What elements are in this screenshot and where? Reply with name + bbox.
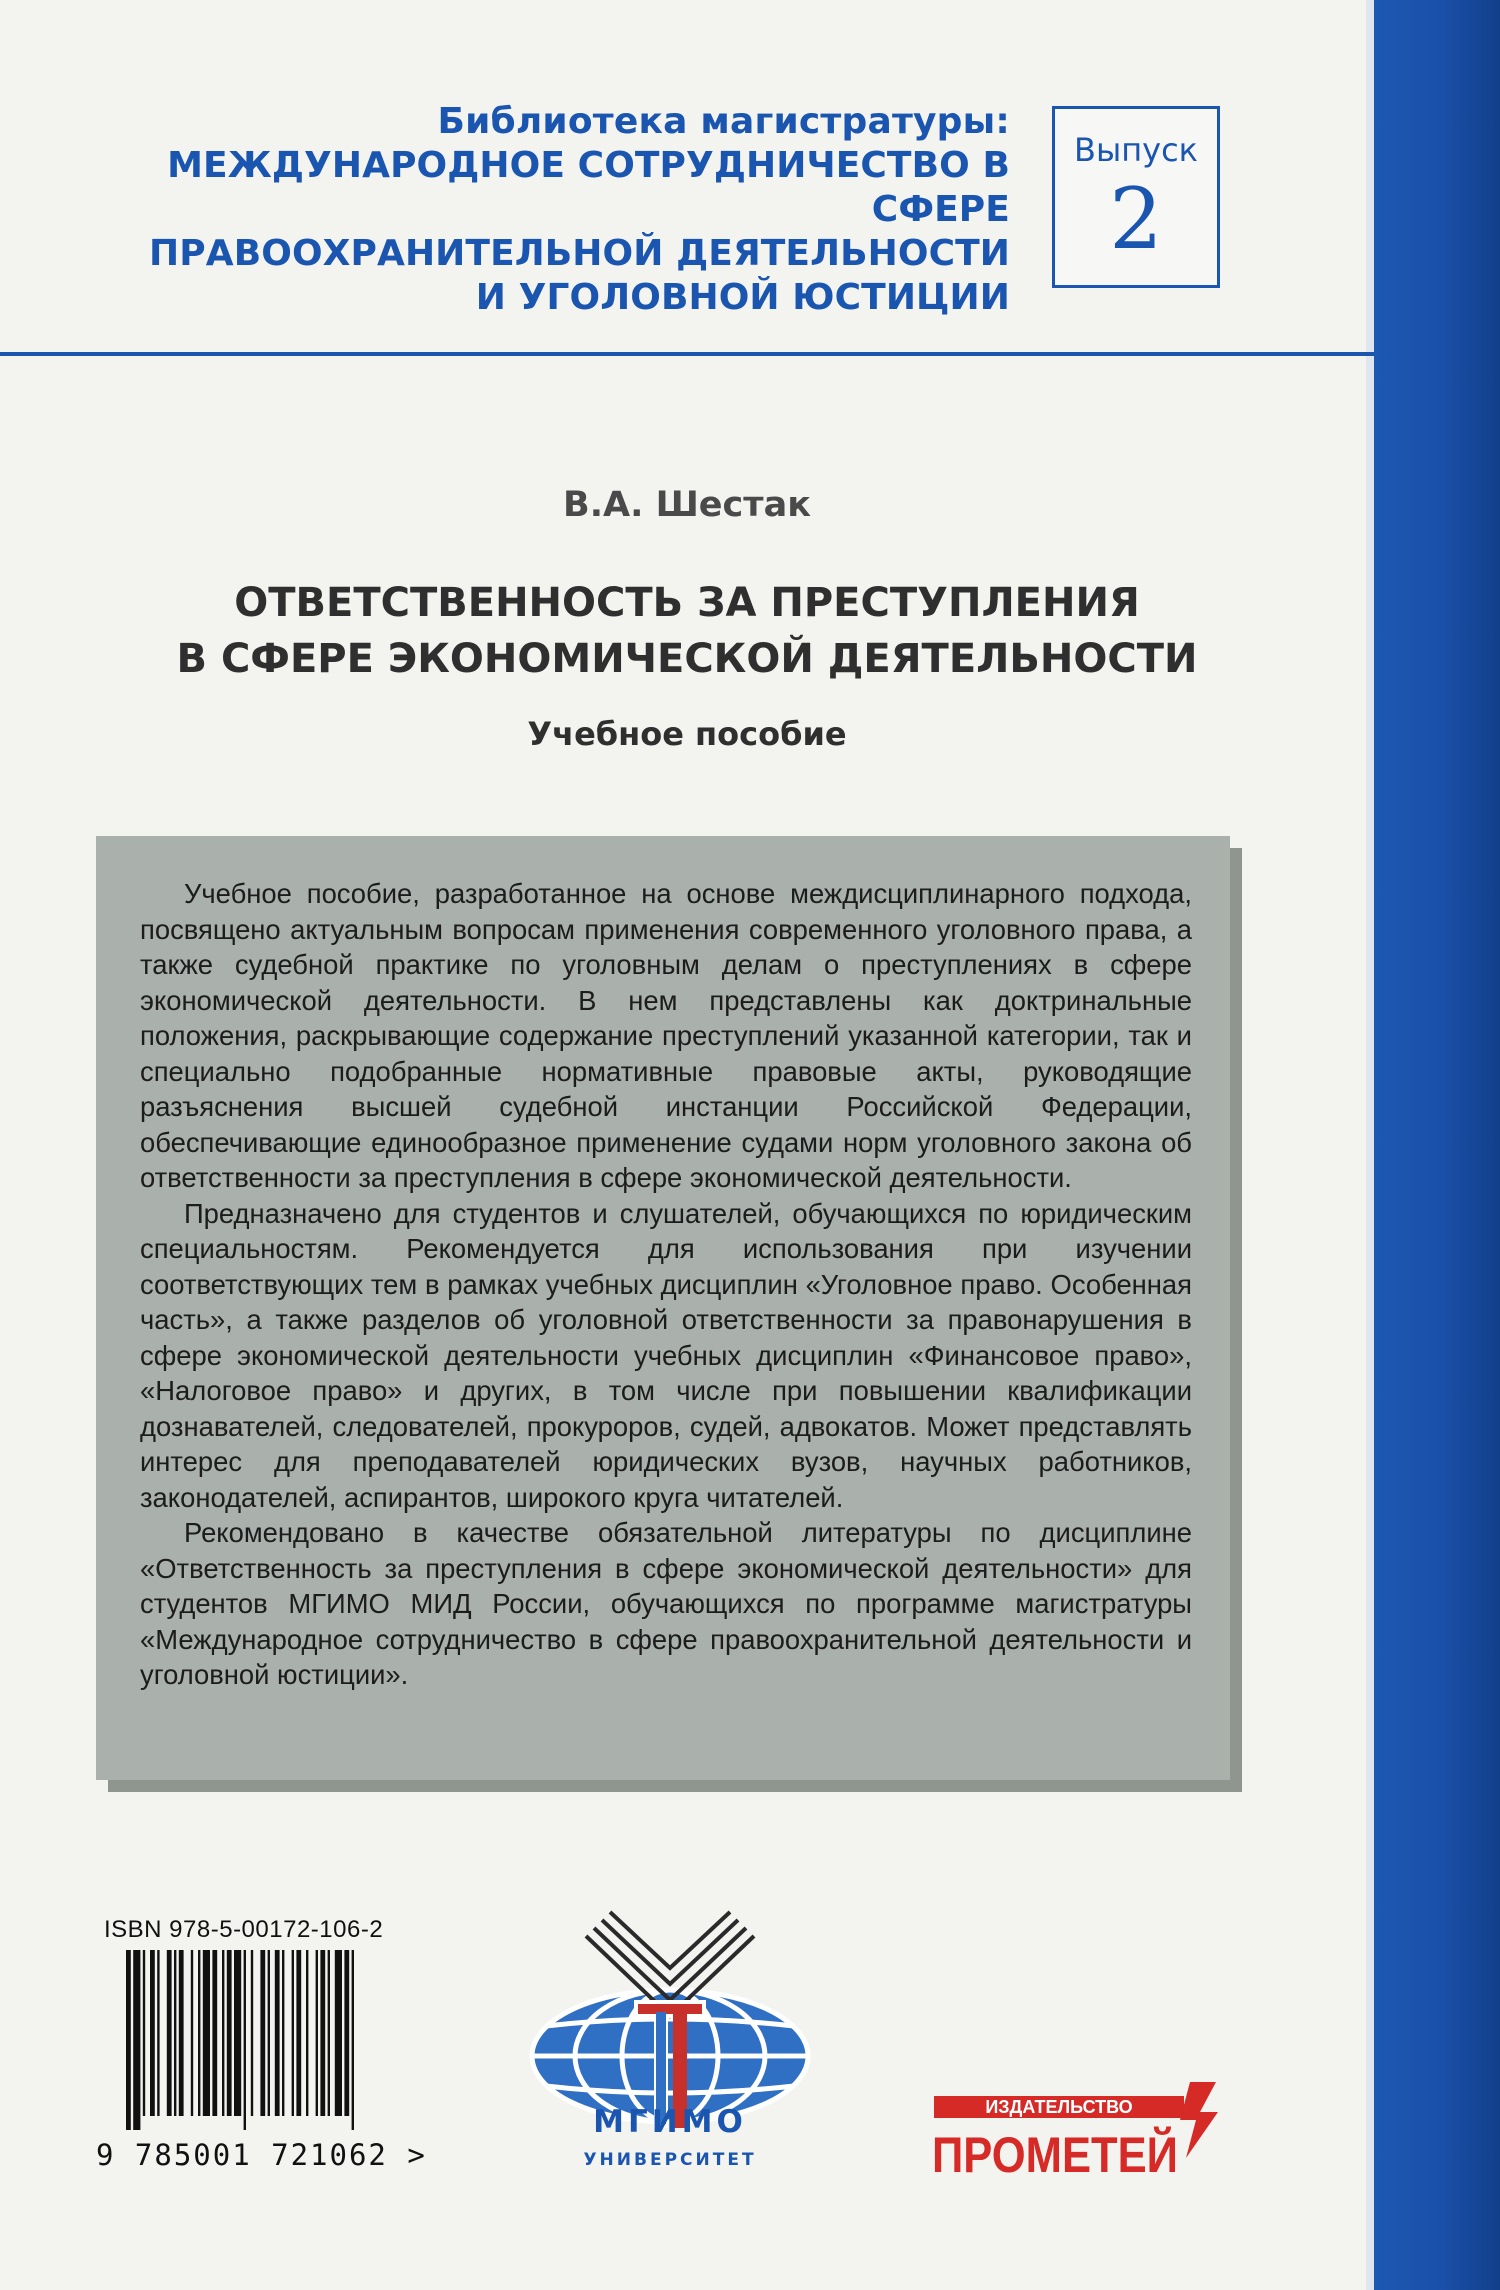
barcode-bar	[126, 1950, 131, 2130]
barcode-bar	[292, 1950, 294, 2116]
series-title-line-1: МЕЖДУНАРОДНОЕ СОТРУДНИЧЕСТВО В СФЕРЕ	[167, 145, 1010, 230]
publisher-name-text: ПРОМЕТЕЙ	[932, 2127, 1215, 2183]
barcode-bar	[227, 1950, 232, 2116]
abstract-paragraph-1: Учебное пособие, разработанное на основе междисциплинарного подхода, посвящено актуальным вопросам применения современного уголовного права, а также судебной практике по уголовным делам о преступлениях в сфере экономической деятельности. В нем представлены как доктринальные положения, раскрывающие содержание преступлений указанной категории, так и специально подобранные нормативные правовые акты, руководящие разъяснения высшей судебной инстанции Российской Федерации, обеспечивающие единообразное применение судами норм уголовного закона об ответственности за преступления в сфере экономической деятельности.	[140, 878, 1192, 1193]
barcode-bar	[296, 1950, 301, 2116]
issue-box	[1052, 106, 1220, 288]
issue-label: Выпуск	[1074, 131, 1198, 169]
barcode-bar	[179, 1950, 184, 2116]
flame-icon	[1180, 2082, 1218, 2158]
barcode-bar	[191, 1950, 193, 2116]
series-header	[140, 100, 1010, 320]
barcode-bar	[234, 1950, 241, 2116]
publisher-logo	[928, 2078, 1228, 2186]
barcode-bar	[268, 1950, 270, 2116]
barcode-bar	[275, 1950, 280, 2116]
series-title-line-2: ПРАВООХРАНИТЕЛЬНОЙ ДЕЯТЕЛЬНОСТИ	[149, 233, 1010, 274]
university-subtitle: УНИВЕРСИТЕТ	[583, 2150, 757, 2170]
barcode-digits: 9 785001 721062 >	[96, 2138, 427, 2172]
barcode-bar	[133, 1950, 140, 2130]
barcode-bar	[344, 1950, 349, 2116]
abstract-paragraph-2: Предназначено для студентов и слушателей, обучающихся по юридическим специальностям. Рекомендуется для использования при изучении соответствующих тем в рамках учебных дисциплин «Уголовное право. Особенная часть», а также разделов об уголовной ответственности за правонарушения в сфере экономической деятельности учебных дисциплин «Финансовое право», «Налоговое право» и других, в том числе при повышении квалификации дознавателей, следователей, прокуроров, судей, адвокатов. Может представлять интерес для преподавателей юридических вузов, научных работников, законодателей, аспирантов, широкого круга читателей.	[140, 1197, 1192, 1513]
abstract-paragraph-3: Рекомендовано в качестве обязательной литературы по дисциплине «Ответственность за преступления в сфере экономической деятельности» для студентов МГИМО МИД России, обучающихся по программе магистратуры «Международное сотрудничество в сфере правоохранительной деятельности и уголовной юстиции».	[140, 1517, 1192, 1690]
barcode-bar	[260, 1950, 265, 2116]
barcode-icon	[126, 1950, 416, 2130]
isbn-text: ISBN 978-5-00172-106-2	[104, 1916, 384, 1943]
barcode-bar	[306, 1950, 308, 2116]
series-lead: Библиотека магистратуры:	[437, 101, 1010, 142]
barcode-bar	[244, 1950, 246, 2130]
barcode-bar	[222, 1950, 224, 2116]
barcode-bar	[316, 1950, 318, 2116]
barcode-bar	[174, 1950, 176, 2116]
spine-edge	[1366, 0, 1374, 2290]
barcode-bar	[212, 1950, 217, 2116]
issue-number: 2	[1109, 170, 1163, 268]
barcode-bar	[143, 1950, 145, 2116]
barcode-bar	[167, 1950, 172, 2116]
series-divider	[0, 352, 1374, 356]
abstract-panel	[96, 836, 1230, 1780]
barcode-bar	[203, 1950, 210, 2116]
barcode-bar	[328, 1950, 330, 2116]
barcode-bar	[251, 1950, 253, 2116]
book-title-line-2: В СФЕРЕ ЭКОНОМИЧЕСКОЙ ДЕЯТЕЛЬНОСТИ	[176, 636, 1198, 682]
barcode-bar	[282, 1950, 284, 2116]
book-title	[0, 575, 1374, 687]
barcode-bar	[320, 1950, 325, 2116]
university-name: МГИМО	[593, 2104, 747, 2140]
barcode-bar	[335, 1950, 342, 2116]
book-title-line-1: ОТВЕТСТВЕННОСТЬ ЗА ПРЕСТУПЛЕНИЯ	[234, 580, 1140, 626]
barcode-bar	[157, 1950, 159, 2116]
barcode-bar	[198, 1950, 200, 2116]
series-title-line-3: И УГОЛОВНОЙ ЮСТИЦИИ	[475, 277, 1010, 318]
barcode-bar	[352, 1950, 354, 2130]
book-subtitle: Учебное пособие	[527, 715, 847, 753]
book-spine	[1374, 0, 1500, 2290]
publisher-top-text: ИЗДАТЕЛЬСТВО	[985, 2097, 1133, 2117]
book-author: В.А. Шестак	[563, 485, 811, 525]
barcode-bar	[150, 1950, 155, 2116]
